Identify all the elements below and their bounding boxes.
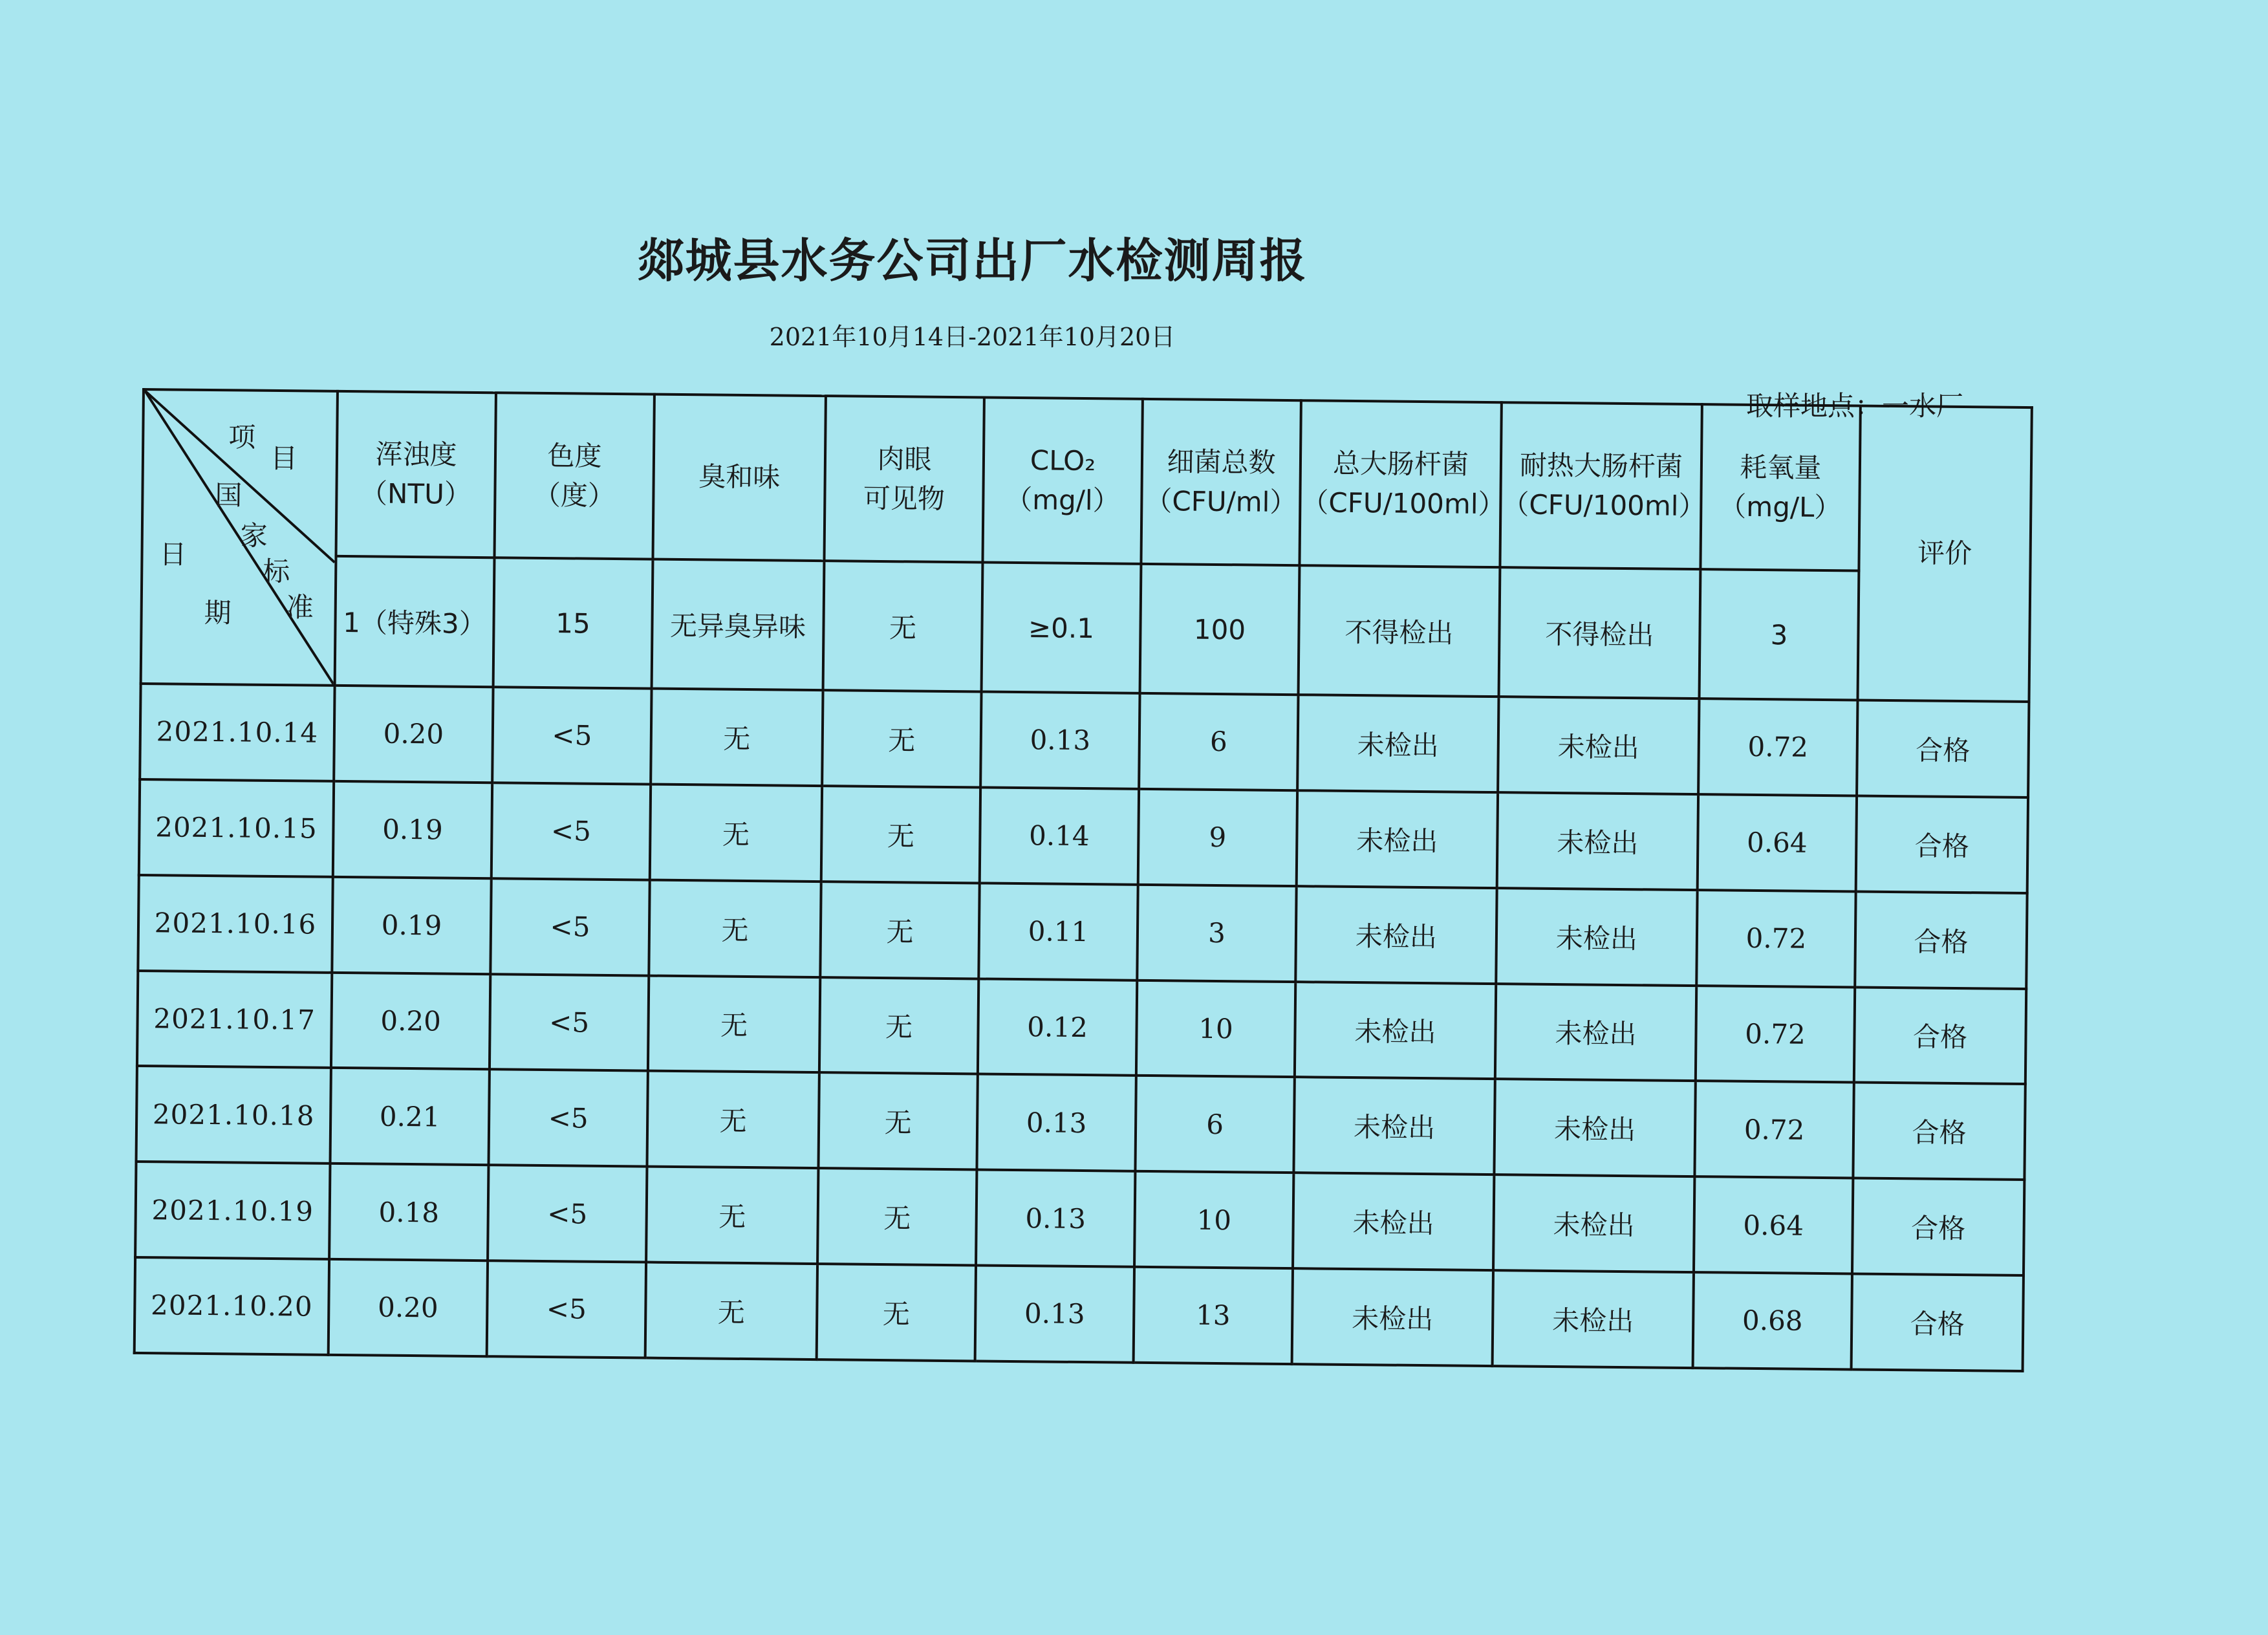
cell-odor: 无 (649, 880, 821, 977)
cell-odor: 无 (648, 975, 820, 1072)
cell-oxygen: 0.64 (1698, 794, 1857, 891)
cell-evaluation: 合格 (1854, 987, 2026, 1084)
corner-label-national-2: 家 (240, 519, 268, 552)
cell-clo2: 0.13 (976, 1170, 1135, 1267)
header-color: 色度 （度） (495, 393, 654, 559)
corner-label-standard-1: 标 (263, 555, 290, 588)
cell-date: 2021.10.17 (137, 971, 332, 1068)
header-clo2: CLO₂ （mg/l） (982, 397, 1142, 563)
cell-evaluation: 合格 (1852, 1178, 2024, 1275)
cell-bacteria: 6 (1139, 693, 1298, 790)
cell-oxygen: 0.72 (1698, 698, 1857, 796)
table-row (140, 684, 2029, 797)
cell-bacteria: 10 (1134, 1171, 1293, 1268)
header-corner-cell (141, 389, 338, 686)
cell-color: <5 (488, 1165, 647, 1262)
cell-turbidity: 0.19 (332, 877, 491, 974)
cell-visible: 无 (820, 882, 979, 979)
cell-color: <5 (492, 687, 651, 784)
cell-turbidity: 0.19 (333, 781, 492, 878)
cell-visible: 无 (817, 1168, 977, 1265)
cell-color: <5 (490, 878, 649, 975)
cell-oxygen: 0.72 (1696, 890, 1855, 987)
cell-turbidity: 0.20 (329, 1259, 488, 1356)
cell-date: 2021.10.15 (139, 779, 334, 877)
cell-bacteria: 9 (1138, 789, 1297, 886)
cell-coliform: 未检出 (1292, 1268, 1493, 1366)
corner-label-date-1: 日 (159, 538, 187, 570)
cell-clo2: 0.14 (980, 787, 1139, 884)
corner-label-date-2: 期 (204, 596, 232, 629)
table-row (135, 1257, 2024, 1371)
cell-evaluation: 合格 (1856, 796, 2028, 893)
cell-date: 2021.10.20 (135, 1257, 329, 1355)
header-odor: 臭和味 (653, 395, 825, 561)
cell-odor: 无 (651, 689, 823, 786)
corner-label-standard-2: 准 (286, 591, 314, 623)
cell-bacteria: 6 (1135, 1076, 1294, 1173)
cell-bacteria: 10 (1136, 980, 1295, 1077)
cell-evaluation: 合格 (1857, 700, 2029, 797)
cell-oxygen: 0.64 (1694, 1176, 1853, 1273)
cell-coliform: 未检出 (1293, 1173, 1494, 1270)
cell-coliform: 未检出 (1293, 1077, 1495, 1175)
table-row (138, 875, 2027, 989)
date-range: 2021年10月14日-2021年10月20日 (769, 323, 1176, 351)
cell-evaluation: 合格 (1855, 891, 2027, 988)
sampling-location: 取样地点：一水厂 (1746, 390, 1964, 422)
cell-thermo-coliform: 未检出 (1493, 1270, 1694, 1368)
cell-thermo-coliform: 未检出 (1493, 1175, 1694, 1272)
header-evaluation: 评价 (1857, 406, 2031, 702)
cell-date: 2021.10.16 (138, 875, 332, 973)
header-thermo-coliform: 耐热大肠杆菌 （CFU/100ml） (1500, 402, 1701, 569)
table-row (136, 1066, 2025, 1180)
cell-bacteria: 13 (1134, 1267, 1293, 1364)
cell-oxygen: 0.72 (1694, 1081, 1853, 1178)
standard-odor: 无异臭异味 (652, 559, 825, 691)
cell-odor: 无 (645, 1262, 817, 1359)
cell-oxygen: 0.68 (1693, 1272, 1852, 1369)
cell-thermo-coliform: 未检出 (1496, 888, 1697, 986)
table-row (137, 971, 2026, 1085)
cell-clo2: 0.12 (978, 979, 1137, 1076)
cell-turbidity: 0.20 (331, 972, 490, 1069)
cell-thermo-coliform: 未检出 (1495, 984, 1696, 1081)
cell-date: 2021.10.14 (140, 684, 334, 781)
cell-color: <5 (490, 974, 649, 1071)
standard-bacteria: 100 (1140, 564, 1300, 695)
header-bacteria: 细菌总数 （CFU/ml） (1141, 399, 1301, 565)
cell-odor: 无 (646, 1167, 818, 1264)
header-coliform: 总大肠杆菌 （CFU/100ml） (1299, 400, 1501, 567)
standard-turbidity: 1（特殊3） (335, 556, 495, 687)
cell-date: 2021.10.19 (135, 1162, 330, 1259)
cell-clo2: 0.11 (978, 883, 1138, 980)
cell-turbidity: 0.20 (334, 686, 493, 783)
cell-clo2: 0.13 (980, 691, 1139, 788)
cell-clo2: 0.13 (977, 1074, 1136, 1171)
cell-evaluation: 合格 (1853, 1083, 2025, 1180)
cell-turbidity: 0.18 (329, 1164, 488, 1261)
cell-coliform: 未检出 (1297, 790, 1498, 888)
cell-clo2: 0.13 (975, 1265, 1134, 1362)
table-row (139, 779, 2028, 893)
cell-visible: 无 (817, 1264, 976, 1361)
corner-label-national-1: 国 (215, 479, 243, 512)
cell-visible: 无 (819, 977, 978, 1074)
header-turbidity: 浑浊度 （NTU） (336, 391, 496, 558)
cell-color: <5 (488, 1070, 647, 1167)
cell-date: 2021.10.18 (136, 1066, 331, 1164)
cell-odor: 无 (650, 784, 822, 881)
standard-clo2: ≥0.1 (982, 562, 1141, 693)
report-title: 郯城县水务公司出厂水检测周报 (637, 233, 1308, 288)
cell-color: <5 (491, 783, 651, 880)
cell-turbidity: 0.21 (330, 1068, 490, 1165)
water-quality-table (133, 388, 2033, 1372)
corner-label-item-2: 目 (270, 442, 298, 475)
cell-visible: 无 (822, 690, 981, 787)
cell-coliform: 未检出 (1295, 886, 1496, 984)
cell-color: <5 (487, 1261, 646, 1358)
cell-oxygen: 0.72 (1696, 986, 1855, 1083)
standard-visible-matter: 无 (823, 561, 983, 691)
corner-label-item-1: 项 (228, 421, 256, 453)
table-row (135, 1162, 2024, 1275)
cell-coliform: 未检出 (1295, 982, 1496, 1079)
cell-odor: 无 (647, 1071, 819, 1168)
cell-visible: 无 (821, 786, 980, 883)
cell-thermo-coliform: 未检出 (1497, 792, 1698, 890)
cell-thermo-coliform: 未检出 (1494, 1079, 1695, 1177)
header-visible-matter: 肉眼 可见物 (824, 396, 984, 562)
standard-color: 15 (493, 558, 653, 688)
cell-visible: 无 (818, 1072, 977, 1169)
standard-oxygen: 3 (1700, 569, 1859, 700)
cell-coliform: 未检出 (1297, 695, 1498, 792)
standard-thermo-coliform: 不得检出 (1499, 567, 1701, 698)
cell-bacteria: 3 (1137, 885, 1296, 982)
standard-coliform: 不得检出 (1299, 565, 1500, 697)
cell-thermo-coliform: 未检出 (1498, 697, 1699, 794)
header-oxygen: 耗氧量 （mg/L） (1700, 404, 1860, 570)
cell-evaluation: 合格 (1852, 1274, 2024, 1371)
